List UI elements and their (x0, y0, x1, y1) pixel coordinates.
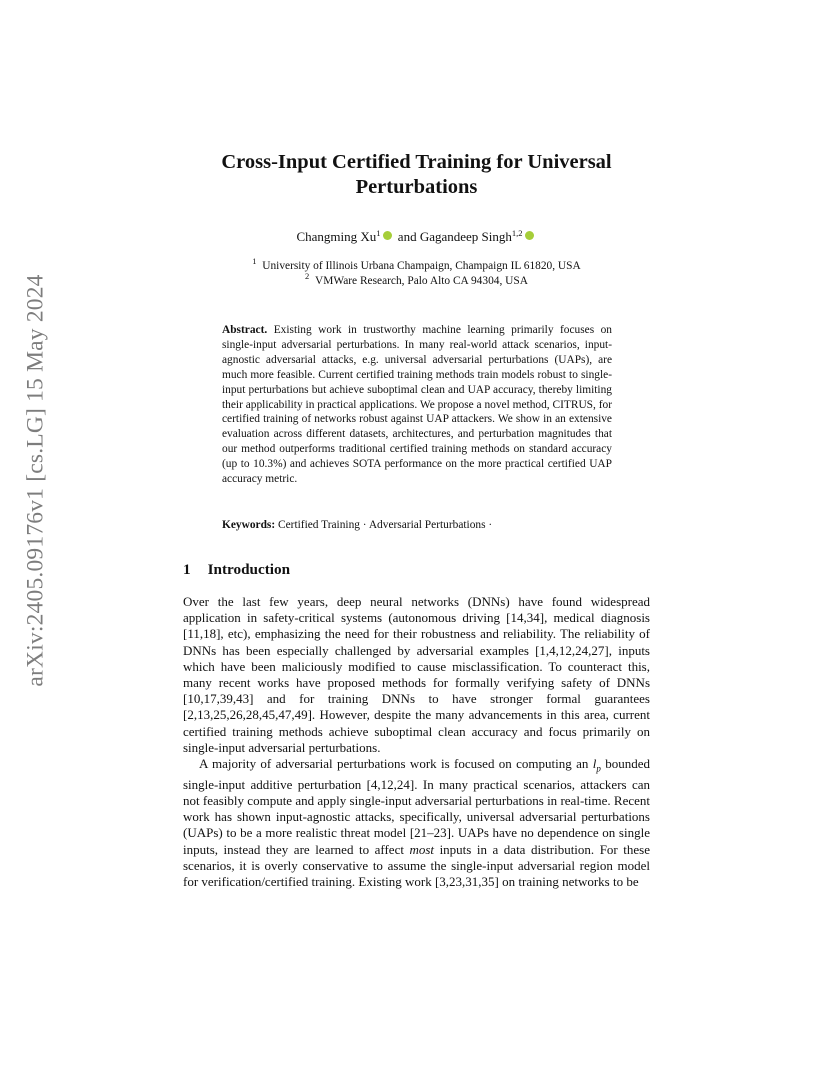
author-1-affiliation-mark: 1 (376, 228, 381, 238)
paragraph-2 (183, 756, 650, 890)
author-conjunction: and (394, 229, 420, 244)
orcid-icon[interactable] (383, 231, 392, 240)
section-title: Introduction (207, 561, 291, 578)
title-line-2: Perturbations (355, 176, 478, 198)
affiliation-2-text: VMWare Research, Palo Alto CA 94304, USA (315, 275, 528, 287)
orcid-icon[interactable] (525, 231, 534, 240)
affiliation-2 (183, 271, 650, 289)
math-p-subscript: p (596, 763, 601, 774)
title-line-1: Cross-Input Certified Training for Universal (221, 151, 612, 173)
emphasis-most: most (409, 841, 435, 857)
paragraph-2-text-b: bounded single-input additive perturbation [4,12,24]. In many practical scenarios, attackers can not feasibly compute and apply single-input adversarial perturbations in real-time. Recent work has shown input-agnostic attacks, specifically, universal adversarial perturbations (UAPs) to be a more realistic threat model [21–23]. UAPs have no dependence on single inputs, instead they are learned to affect (183, 756, 650, 857)
arxiv-identifier-text: arXiv:2405.09176v1 [cs.LG] 15 May 2024 (22, 273, 49, 687)
keywords-label: Keywords: (222, 519, 276, 531)
math-l: l (592, 756, 597, 771)
affiliation-1 (183, 256, 650, 274)
affiliation-1-text: University of Illinois Urbana Champaign, Champaign IL 61820, USA (262, 260, 581, 272)
abstract-text: Existing work in trustworthy machine learning primarily focuses on single-input adversarial perturbations. In many real-world attack scenarios, input-agnostic adversarial attacks, e.g. universal adversarial perturbations (UAPs), are much more feasible. Current certified training methods train models robust to single-input perturbations but achieve suboptimal clean and UAP accuracy, thereby limiting their applicability in practical applications. We propose a novel method, CITRUS, for certified training of networks robust against UAP attackers. We show in an extensive evaluation across different datasets, architectures, and perturbation magnitudes that our method outperforms traditional certified training methods on standard accuracy (up to 10.3%) and achieves SOTA performance on the more practical certified UAP accuracy metric. (222, 324, 612, 486)
affiliation-1-mark: 1 (252, 256, 257, 266)
abstract-label: Abstract. (222, 324, 268, 336)
author-name-1: Changming Xu (296, 229, 377, 244)
paragraph-2-text-c: inputs in a data distribution. For these scenarios, it is overly conservative to assume the single-input adversarial region model for verification/certified training. Existing work [3,23,31,35] on training networks to be (183, 841, 650, 890)
keywords (222, 518, 612, 533)
paragraph-1-text: Over the last few years, deep neural networks (DNNs) have found widespread application in safety-critical systems (autonomous driving [14,34], medical diagnosis [11,18], etc), emphasizing the need for their robustness and reliability. The reliability of DNNs has been especially challenged by adversarial examples [1,4,12,24,27], inputs which have been maliciously modified to cause misclassification. To counteract this, many recent works have proposed methods for formally verifying safety of DNNs [10,17,39,43] and for training DNNs to have stronger formal guarantees [2,13,25,26,28,45,47,49]. However, despite the many advancements in this area, current certified training methods achieve suboptimal clean accuracy and focus primarily on single-input adversarial perturbations. (183, 594, 650, 755)
paper-title (183, 150, 650, 200)
author-list (183, 229, 650, 245)
arxiv-identifier-stamp (16, 270, 56, 690)
section-heading (183, 561, 290, 579)
section-number: 1 (183, 561, 191, 578)
author-2-affiliation-mark: 1,2 (511, 228, 523, 238)
author-name-2: Gagandeep Singh (419, 229, 512, 244)
affiliation-2-mark: 2 (305, 271, 310, 281)
paragraph-2-text-a: A majority of adversarial perturbations work is focused on computing an (199, 756, 593, 771)
abstract (222, 323, 612, 487)
paragraph-1 (183, 594, 650, 756)
keywords-text: Certified Training · Adversarial Perturbations · (278, 519, 493, 531)
